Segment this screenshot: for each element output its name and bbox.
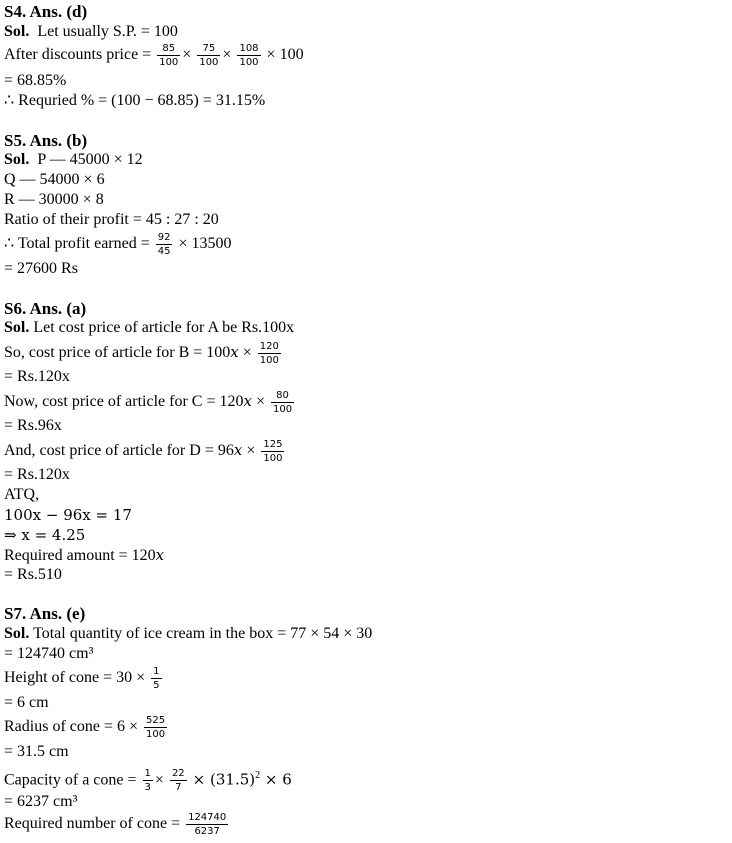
s4-tail: × 100 (266, 46, 304, 63)
s6-line8: ATQ, (4, 486, 40, 503)
s7-line8: = 6237 cm³ (4, 793, 78, 810)
s6-amount-text: Required amount = 120 (4, 547, 156, 564)
s7-line1 (4, 624, 372, 644)
s5-line3: R — 30000 × 8 (4, 191, 104, 208)
fraction: $\frac{85}{100}$ (159, 42, 179, 68)
s6-b-text: So, cost price of article for B = 100 (4, 344, 231, 361)
s7-line2: = 124740 cm³ (4, 645, 94, 662)
fraction: $\frac{1}{5}$ (153, 665, 160, 691)
s6-line12: = Rs.510 (4, 566, 62, 583)
s7-line3 (4, 661, 164, 695)
s5-tail: × 13500 (178, 235, 232, 252)
s6-line2 (4, 335, 283, 369)
s7-line7 (4, 759, 292, 793)
times-op: × (154, 771, 164, 789)
s7-capacity-text: Capacity of a cone = (4, 771, 141, 789)
s6-c-text: Now, cost price of article for C = 120 (4, 393, 244, 410)
s4-line2: After discounts price = $\frac{85}{100}$ × $\frac{75}{100}$ × $\frac{108}{100}$ × 100 (4, 42, 304, 68)
s5-line1 (4, 150, 143, 170)
s7-line5 (4, 710, 169, 744)
fraction: $\frac{92}{45}$ (157, 231, 171, 257)
s6-line5: = Rs.96x (4, 417, 62, 434)
s4-line4: ∴ Requried % = (100 − 68.85) = 31.15% (4, 92, 266, 109)
s5-line4: Ratio of their profit = 45 : 27 : 20 (4, 211, 219, 228)
s7-line9 (4, 807, 230, 841)
s5-line5 (4, 227, 232, 261)
s6-line6 (4, 433, 286, 467)
sol-label: Sol. (4, 151, 30, 168)
sol-label: Sol. (4, 23, 30, 40)
var-x: x (230, 343, 239, 361)
s6-heading: S6. Ans. (a) (4, 299, 87, 318)
s7-height-text: Height of cone = 30 × (4, 669, 146, 686)
s5-line2: Q — 54000 × 6 (4, 171, 105, 188)
s4-line3: = 68.85% (4, 72, 67, 89)
s6-line3: = Rs.120x (4, 368, 70, 385)
fraction: $\frac{120}{100}$ (259, 340, 279, 366)
fraction: $\frac{124740}{6237}$ (188, 811, 227, 837)
s7-line4: = 6 cm (4, 694, 49, 711)
s7-height-term: × 6 (260, 770, 292, 789)
s7-radius-term: × (31.5) (192, 770, 256, 789)
s6-line10: ⇒ x = 4.25 (4, 526, 86, 544)
sol-label: Sol. (4, 625, 30, 642)
times-op: × (238, 344, 252, 361)
s7-heading: S7. Ans. (e) (4, 604, 86, 623)
var-x: x (233, 441, 243, 459)
s5-profit-text: ∴ Total profit earned = (4, 235, 154, 252)
s7-cones-text: Required number of cone = (4, 815, 185, 832)
s5-heading: S5. Ans. (b) (4, 131, 88, 150)
var-x: x (155, 546, 165, 564)
s6-line9: 100x − 96x = 17 (4, 506, 132, 524)
s6-d-text: And, cost price of article for D = 96 (4, 442, 234, 459)
s7-qty-text: Total quantity of ice cream in the box = 77 × 54 × 30 (33, 625, 373, 642)
exponent: 2 (255, 770, 261, 781)
fraction: $\frac{22}{7}$ (171, 768, 185, 794)
sol-label: Sol. (4, 319, 30, 336)
times-op: × (242, 442, 256, 459)
s6-line11 (4, 545, 164, 565)
s7-radius-text: Radius of cone = 6 × (4, 718, 139, 735)
s4-heading: S4. Ans. (d) (4, 2, 88, 21)
fraction: $\frac{75}{100}$ (199, 42, 219, 68)
s7-line6: = 31.5 cm (4, 743, 69, 760)
times-op: × (251, 393, 265, 410)
fraction: $\frac{80}{100}$ (272, 389, 293, 415)
s4-discount-text: After discounts price = (4, 46, 156, 63)
s6-line4 (4, 384, 296, 418)
var-x: x (243, 392, 252, 410)
fraction: $\frac{1}{3}$ (144, 768, 151, 794)
fraction: $\frac{108}{100}$ (239, 42, 259, 68)
s5-p-text: P — 45000 × 12 (37, 151, 143, 168)
s5-line6: = 27600 Rs (4, 260, 78, 277)
s6-line7: = Rs.120x (4, 466, 70, 483)
s6-a-text: Let cost price of article for A be Rs.100x (33, 319, 295, 336)
s4-sp-text: Let usually S.P. = 100 (37, 23, 178, 40)
fraction: $\frac{525}{100}$ (146, 714, 166, 740)
fraction: $\frac{125}{100}$ (263, 438, 283, 464)
